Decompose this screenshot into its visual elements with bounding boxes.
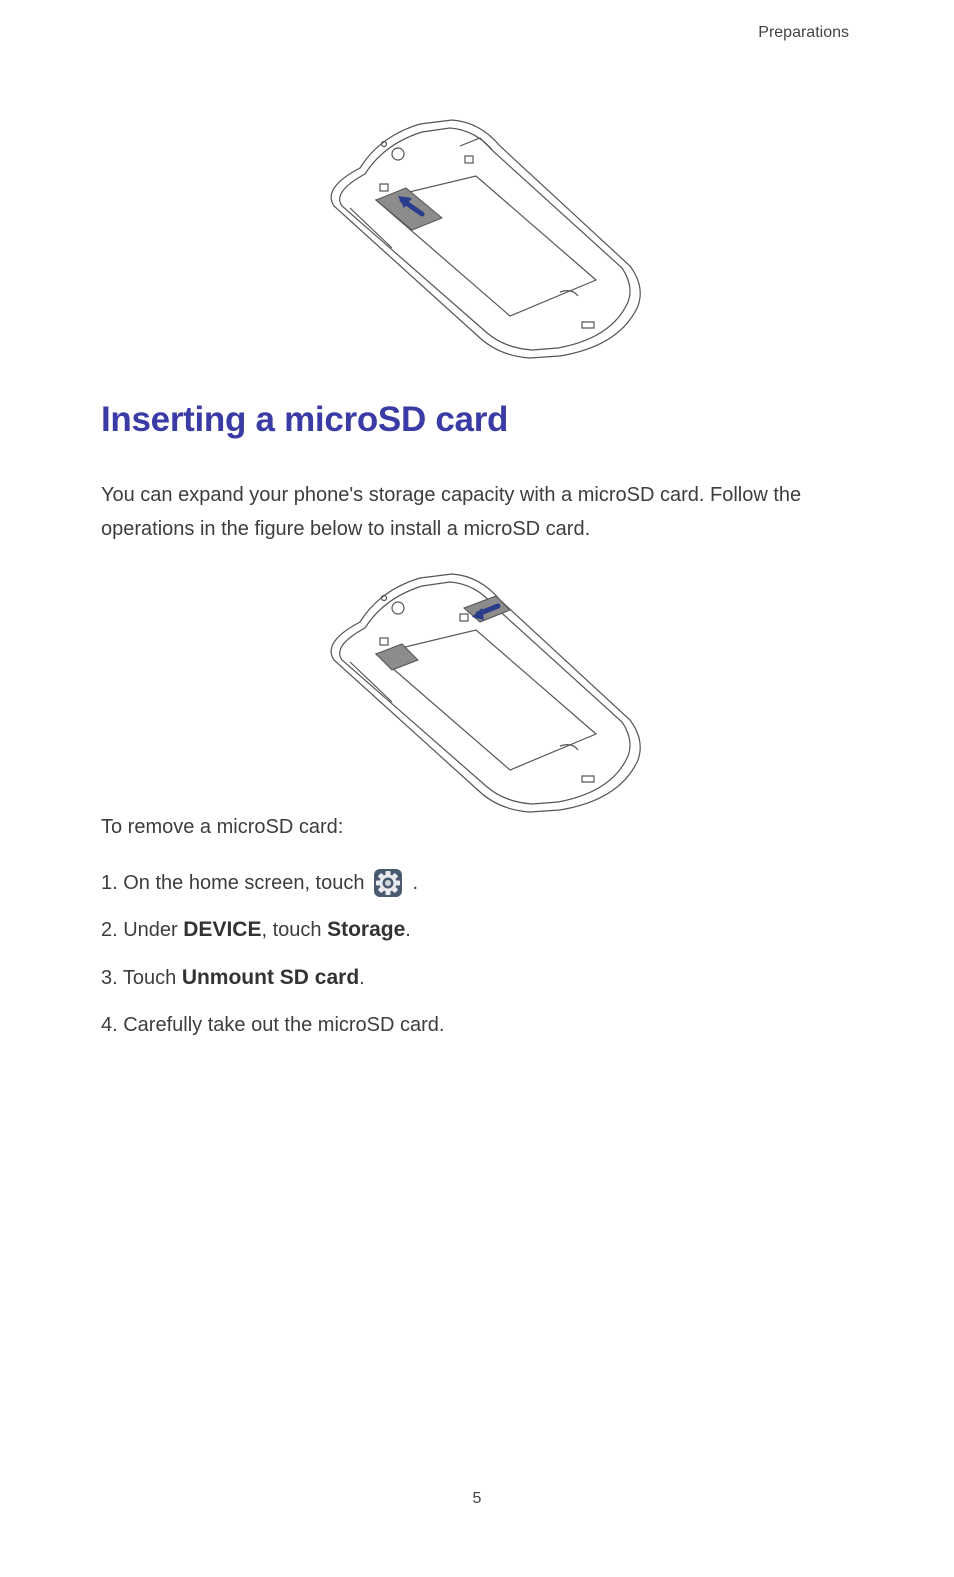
removal-step-1 [101, 868, 418, 898]
step-text: , touch [261, 918, 328, 941]
unmount-sd-card-label: Unmount SD card [181, 966, 360, 989]
removal-intro: To remove a microSD card: [101, 816, 344, 838]
step-text: . [412, 871, 419, 894]
storage-label: Storage [327, 918, 406, 941]
running-header: Preparations [758, 24, 849, 41]
step-text: 4. Carefully take out the microSD card. [101, 1014, 445, 1036]
sim-card-figure [320, 116, 642, 362]
removal-step-3 [101, 966, 365, 990]
microsd-card-figure [320, 570, 642, 816]
step-text: . [405, 918, 411, 941]
step-text: 3. Touch [101, 966, 182, 989]
step-text: . [359, 966, 365, 989]
removal-step-2 [101, 918, 411, 942]
section-title: Inserting a microSD card [101, 400, 509, 439]
step-text: 2. Under [101, 918, 184, 941]
device-label: DEVICE [183, 918, 262, 941]
settings-gear-icon[interactable] [373, 868, 403, 898]
page-number: 5 [472, 1490, 482, 1507]
intro-paragraph: You can expand your phone's storage capacity with a microSD card. Follow the operations in the figure below to install a microSD card. [101, 484, 802, 540]
removal-step-4 [101, 1014, 444, 1037]
step-text: 1. On the home screen, touch [101, 871, 365, 894]
